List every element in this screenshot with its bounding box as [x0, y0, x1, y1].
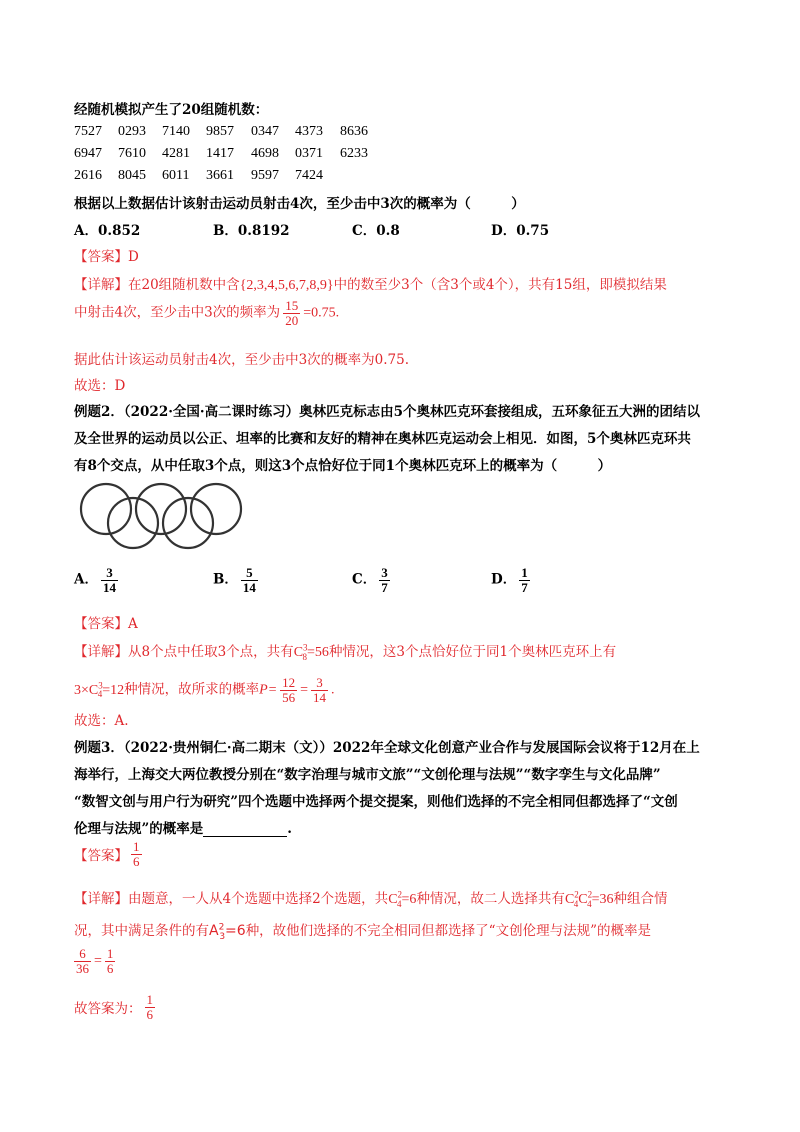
q3-line4: 伦理与法规”的概率是 . — [74, 821, 292, 837]
q1-detail-line3: 据此估计该运动员射击4次，至少击中3次的概率为0.75. — [74, 352, 410, 368]
random-number-cell: 0293 — [118, 124, 146, 139]
q1-option-a: A．0.852 — [74, 223, 141, 239]
random-number-cell: 6947 — [74, 146, 102, 161]
random-number-cell: 2616 — [74, 168, 102, 183]
random-number-cell: 1417 — [206, 146, 234, 161]
intro-text: 经随机模拟产生了20组随机数： — [74, 102, 269, 118]
q3-detail-line2: 况，其中满足条件的有$A^2_3=6$种，故他们选择的不完全相同但都选择了“文创伦理与法规”的概率是 — [74, 922, 651, 942]
q3-line1: 例题3．（2022·贵州铜仁·高二期末（文））2022年全球文化创意产业合作与发展国际会议将于12月在上 — [74, 740, 700, 756]
random-number-cell: 8045 — [118, 168, 146, 183]
random-number-cell: 4281 — [162, 146, 190, 161]
q2-line1: 例题2．（2022·全国·高二课时练习）奥林匹克标志由5个奥林匹克环套接组成，五环象征五大洲的团结以 — [74, 404, 701, 420]
q2-option-b: B． $\frac{5}{14}$ — [213, 565, 256, 595]
q1-detail-line1: 【详解】在20组随机数中含{2,3,4,5,6,7,8,9}中的数至少3个（含3个或4个），共有15组，即模拟结果 — [74, 277, 667, 293]
random-number-cell: 6233 — [340, 146, 368, 161]
random-number-cell: 0347 — [251, 124, 279, 139]
q2-option-a: A． $\frac{3}{14}$ — [74, 565, 116, 595]
q3-line2: 海举行，上海交大两位教授分别在“数字治理与城市文旅”“文创伦理与法规”“数字孪生与文化品牌” — [74, 767, 661, 783]
olympic-rings-figure — [74, 480, 254, 550]
random-number-cell: 0371 — [295, 146, 323, 161]
ring-2 — [136, 484, 186, 534]
q1-answer: 【答案】D — [74, 249, 139, 265]
random-number-cell: 7140 — [162, 124, 190, 139]
ring-4 — [108, 498, 158, 548]
q3-answer: 【答案】 $\frac{1}{6}$ — [74, 839, 140, 869]
q2-answer: 【答案】A — [74, 616, 138, 632]
q2-option-d: D． $\frac{1}{7}$ — [491, 565, 528, 595]
answer-blank — [203, 822, 287, 837]
random-number-cell: 9857 — [206, 124, 234, 139]
random-number-cell: 3661 — [206, 168, 234, 183]
q2-detail-line2: $3\times C^3_4=12$种情况，故所求的概率P= $\frac{12}{56}$ = $\frac{3}{14}$ . — [74, 675, 335, 705]
q3-detail-line3: $\frac{6}{36}$ = $\frac{1}{6}$ — [76, 946, 114, 976]
ring-3 — [191, 484, 241, 534]
q1-detail-line2: 中射击4次，至少击中3次的频率为 $\frac{15}{20}$ =0.75. — [74, 298, 340, 328]
q1-conclusion: 故选：D — [74, 378, 126, 394]
q3-detail-line1: 【详解】由题意，一人从4个选题中选择2个选题，共$C^2_4=6$种情况，故二人选择共有$C^2_4C^2_4=36$种组合情 — [74, 889, 668, 909]
q2-conclusion: 故选：A. — [74, 713, 129, 729]
random-number-cell: 9597 — [251, 168, 279, 183]
q1-question: 根据以上数据估计该射击运动员射击4次，至少击中3次的概率为（ ） — [74, 196, 525, 212]
q1-option-c: C．0.8 — [352, 223, 400, 239]
random-number-cell: 7424 — [295, 168, 323, 183]
q3-line3: “数智文创与用户行为研究”四个选题中选择两个提交提案，则他们选择的不完全相同但都选择了“文创 — [74, 794, 678, 810]
ring-1 — [81, 484, 131, 534]
q1-option-d: D．0.75 — [491, 223, 550, 239]
q2-line3: 有8个交点，从中任取3个点，则这3个点恰好位于同1个奥林匹克环上的概率为（ ） — [74, 458, 612, 474]
random-number-cell: 4698 — [251, 146, 279, 161]
q2-option-c: C． $\frac{3}{7}$ — [352, 565, 388, 595]
random-number-cell: 8636 — [340, 124, 368, 139]
random-number-cell: 7527 — [74, 124, 102, 139]
random-number-cell: 6011 — [162, 168, 190, 183]
ring-5 — [163, 498, 213, 548]
q1-option-b: B．0.8192 — [213, 223, 290, 239]
q3-final-answer: 故答案为： $\frac{1}{6}$ — [74, 992, 153, 1022]
random-number-cell: 4373 — [295, 124, 323, 139]
q2-detail-line1: 【详解】从8个点中任取3个点，共有$C^3_8=56$种情况，这3个点恰好位于同1个奥林匹克环上有 — [74, 642, 617, 662]
random-number-cell: 7610 — [118, 146, 146, 161]
q2-line2: 及全世界的运动员以公正、坦率的比赛和友好的精神在奥林匹克运动会上相见．如图，5个奥林匹克环共 — [74, 431, 691, 447]
